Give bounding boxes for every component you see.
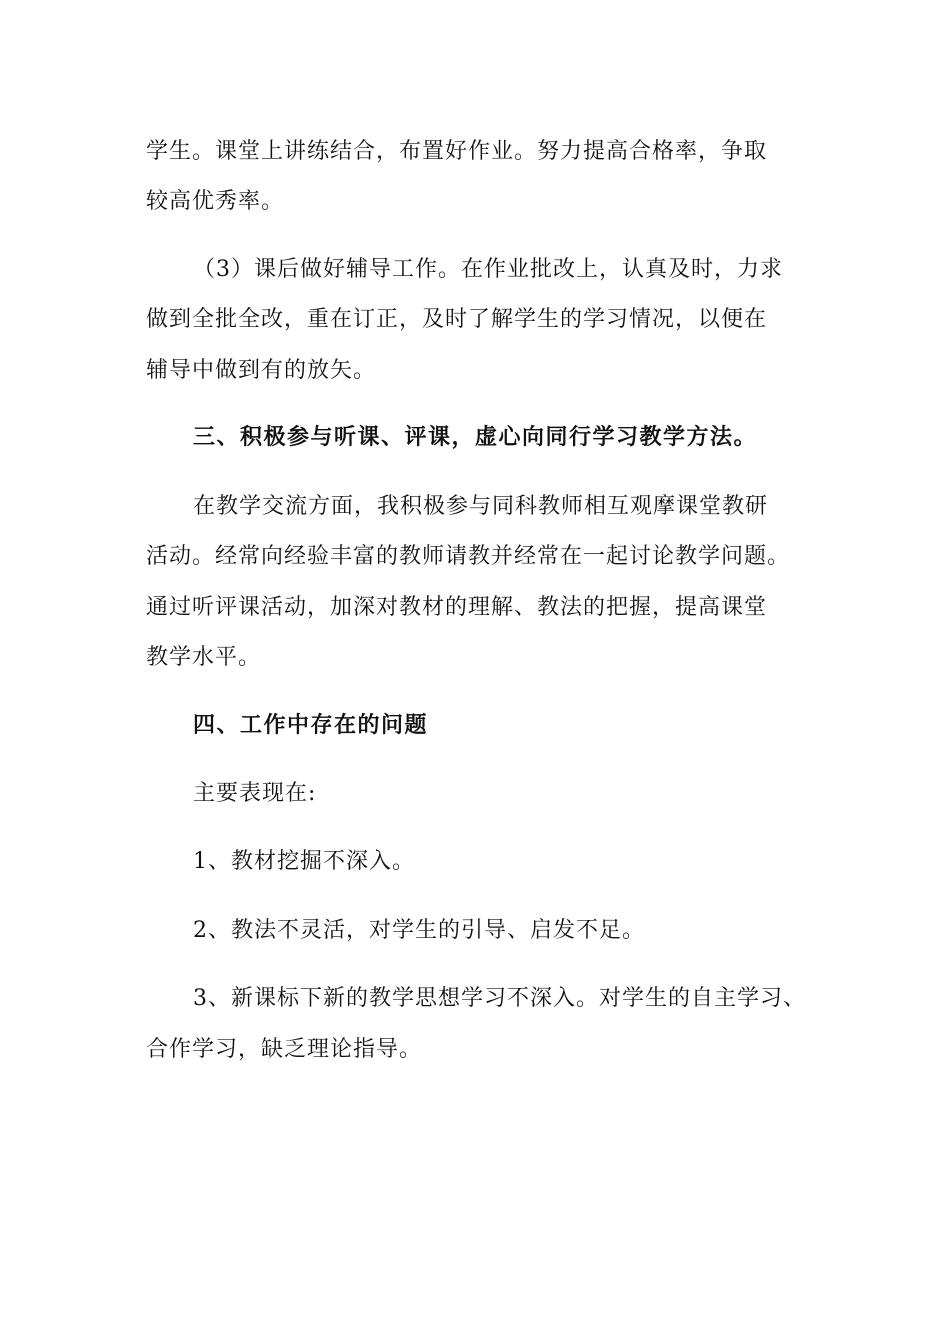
paragraph-line: 学生。课堂上讲练结合，布置好作业。努力提高合格率，争取 (146, 139, 768, 164)
paragraph-line: 做到全批全改，重在订正，及时了解学生的学习情况，以便在 (146, 307, 768, 332)
paragraph-line: 教学水平。 (146, 645, 262, 670)
list-item-continuation: 合作学习，缺乏理论指导。 (146, 1037, 423, 1062)
intro-text: 主要表现在: (193, 781, 317, 806)
section-heading-4: 四、工作中存在的问题 (193, 713, 429, 738)
paragraph-line: 活动。经常向经验丰富的教师请教并经常在一起讨论教学问题。 (146, 544, 791, 569)
paragraph-line: 辅导中做到有的放矢。 (146, 358, 377, 383)
list-item: 1、教材挖掘不深入。 (193, 849, 415, 874)
paragraph-line: （3）课后做好辅导工作。在作业批改上，认真及时，力求 (193, 257, 783, 282)
section-heading-3: 三、积极参与听课、评课，虚心向同行学习教学方法。 (193, 425, 758, 450)
paragraph-line: 通过听评课活动，加深对教材的理解、教法的把握，提高课堂 (146, 595, 768, 620)
paragraph-line: 较高优秀率。 (146, 189, 285, 214)
paragraph-line: 在教学交流方面，我积极参与同科教师相互观摩课堂教研 (193, 494, 769, 519)
list-item: 3、新课标下新的教学思想学习不深入。对学生的自主学习、 (193, 986, 806, 1011)
list-item: 2、教法不灵活，对学生的引导、启发不足。 (193, 918, 645, 943)
